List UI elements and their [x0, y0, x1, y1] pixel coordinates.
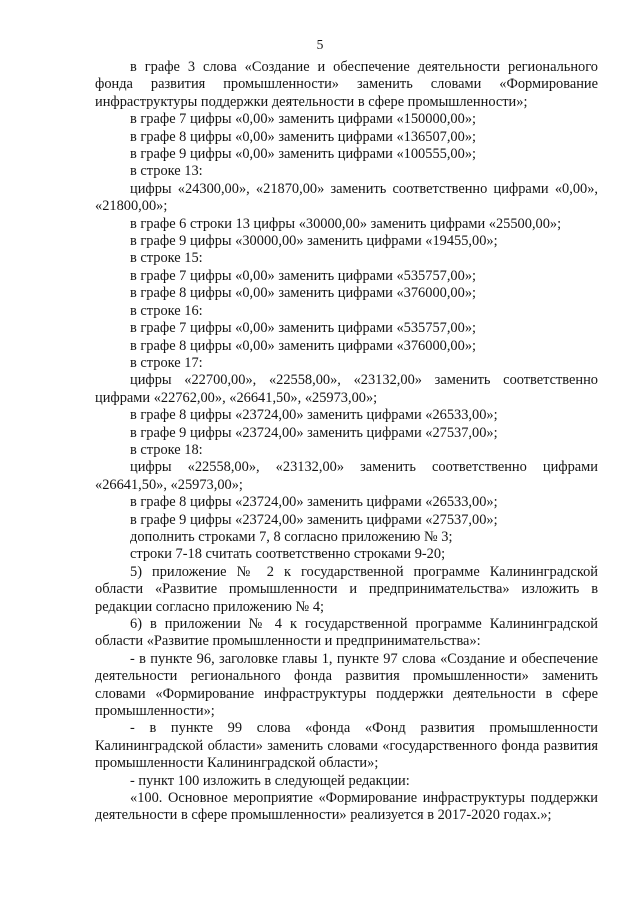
paragraph: в графе 8 цифры «0,00» заменить цифрами «376000,00»; [130, 337, 477, 354]
paragraph: цифры «22700,00», «22558,00», «23132,00» заменить соответственно цифрами «22762,00», «26641,50», «25973,00»; [95, 372, 598, 406]
paragraph: в графе 9 цифры «30000,00» заменить цифрами «19455,00»; [130, 233, 498, 250]
paragraph: строки 7-18 считать соответственно строками 9-20; [130, 546, 446, 563]
paragraph: цифры «24300,00», «21870,00» заменить соответственно цифрами «0,00», «21800,00»; [95, 180, 598, 215]
paragraph: в графе 8 цифры «23724,00» заменить цифрами «26533,00»; [130, 407, 498, 424]
paragraph: в графе 9 цифры «23724,00» заменить цифрами «27537,00»; [130, 424, 498, 441]
paragraph: в строке 17: [130, 354, 203, 371]
document-body [95, 59, 598, 825]
paragraph: цифры «22558,00», «23132,00» заменить соответственно цифрами «26641,50», «25973,00»; [95, 459, 598, 493]
paragraph: - пункт 100 изложить в следующей редакции: [130, 772, 410, 789]
paragraph: в строке 16: [130, 302, 203, 319]
paragraph: в строке 15: [130, 250, 203, 267]
paragraph: в графе 8 цифры «0,00» заменить цифрами «376000,00»; [130, 285, 477, 302]
paragraph: дополнить строками 7, 8 согласно приложению № 3; [130, 528, 453, 545]
paragraph: в графе 9 цифры «23724,00» заменить цифрами «27537,00»; [130, 511, 498, 528]
paragraph: в графе 6 строки 13 цифры «30000,00» заменить цифрами «25500,00»; [130, 215, 562, 232]
paragraph: в графе 3 слова «Создание и обеспечение деятельности регионального фонда развития промышленности» заменить словами «Формирование инфраструктуры поддержки деятельности в сфере промышленности»; [95, 59, 598, 110]
paragraph: 5) приложение № 2 к государственной программе Калининградской области «Развитие промышленности и предпринимательства» изложить в редакции согласно приложению № 4; [95, 563, 598, 615]
paragraph: 6) в приложении № 4 к государственной программе Калининградской области «Развитие промышленности и предпринимательства»: [95, 616, 598, 650]
paragraph: в графе 9 цифры «0,00» заменить цифрами «100555,00»; [130, 146, 477, 163]
paragraph: в строке 18: [130, 441, 203, 458]
paragraph: в графе 7 цифры «0,00» заменить цифрами «535757,00»; [130, 320, 477, 337]
paragraph: «100. Основное мероприятие «Формирование инфраструктуры поддержки деятельности в сфере промышленности» реализуется в 2017-2020 годах.»; [95, 790, 598, 824]
paragraph: - в пункте 99 слова «фонда «Фонд развития промышленности Калининградской области» заменить словами «государственного фонда развития промышленности Калининградской области»; [95, 720, 598, 772]
paragraph: - в пункте 96, заголовке главы 1, пункте 97 слова «Создание и обеспечение деятельности регионального фонда развития промышленности» заменить словами «Формирование инфраструктуры поддержки деятельности в сфере промышленности»; [95, 650, 598, 720]
paragraph: в строке 13: [130, 163, 203, 180]
paragraph: в графе 7 цифры «0,00» заменить цифрами «535757,00»; [130, 267, 477, 284]
paragraph: в графе 8 цифры «23724,00» заменить цифрами «26533,00»; [130, 494, 498, 511]
paragraph: в графе 7 цифры «0,00» заменить цифрами «150000,00»; [130, 111, 477, 128]
paragraph: в графе 8 цифры «0,00» заменить цифрами «136507,00»; [130, 128, 477, 145]
page-number: 5 [316, 37, 324, 52]
